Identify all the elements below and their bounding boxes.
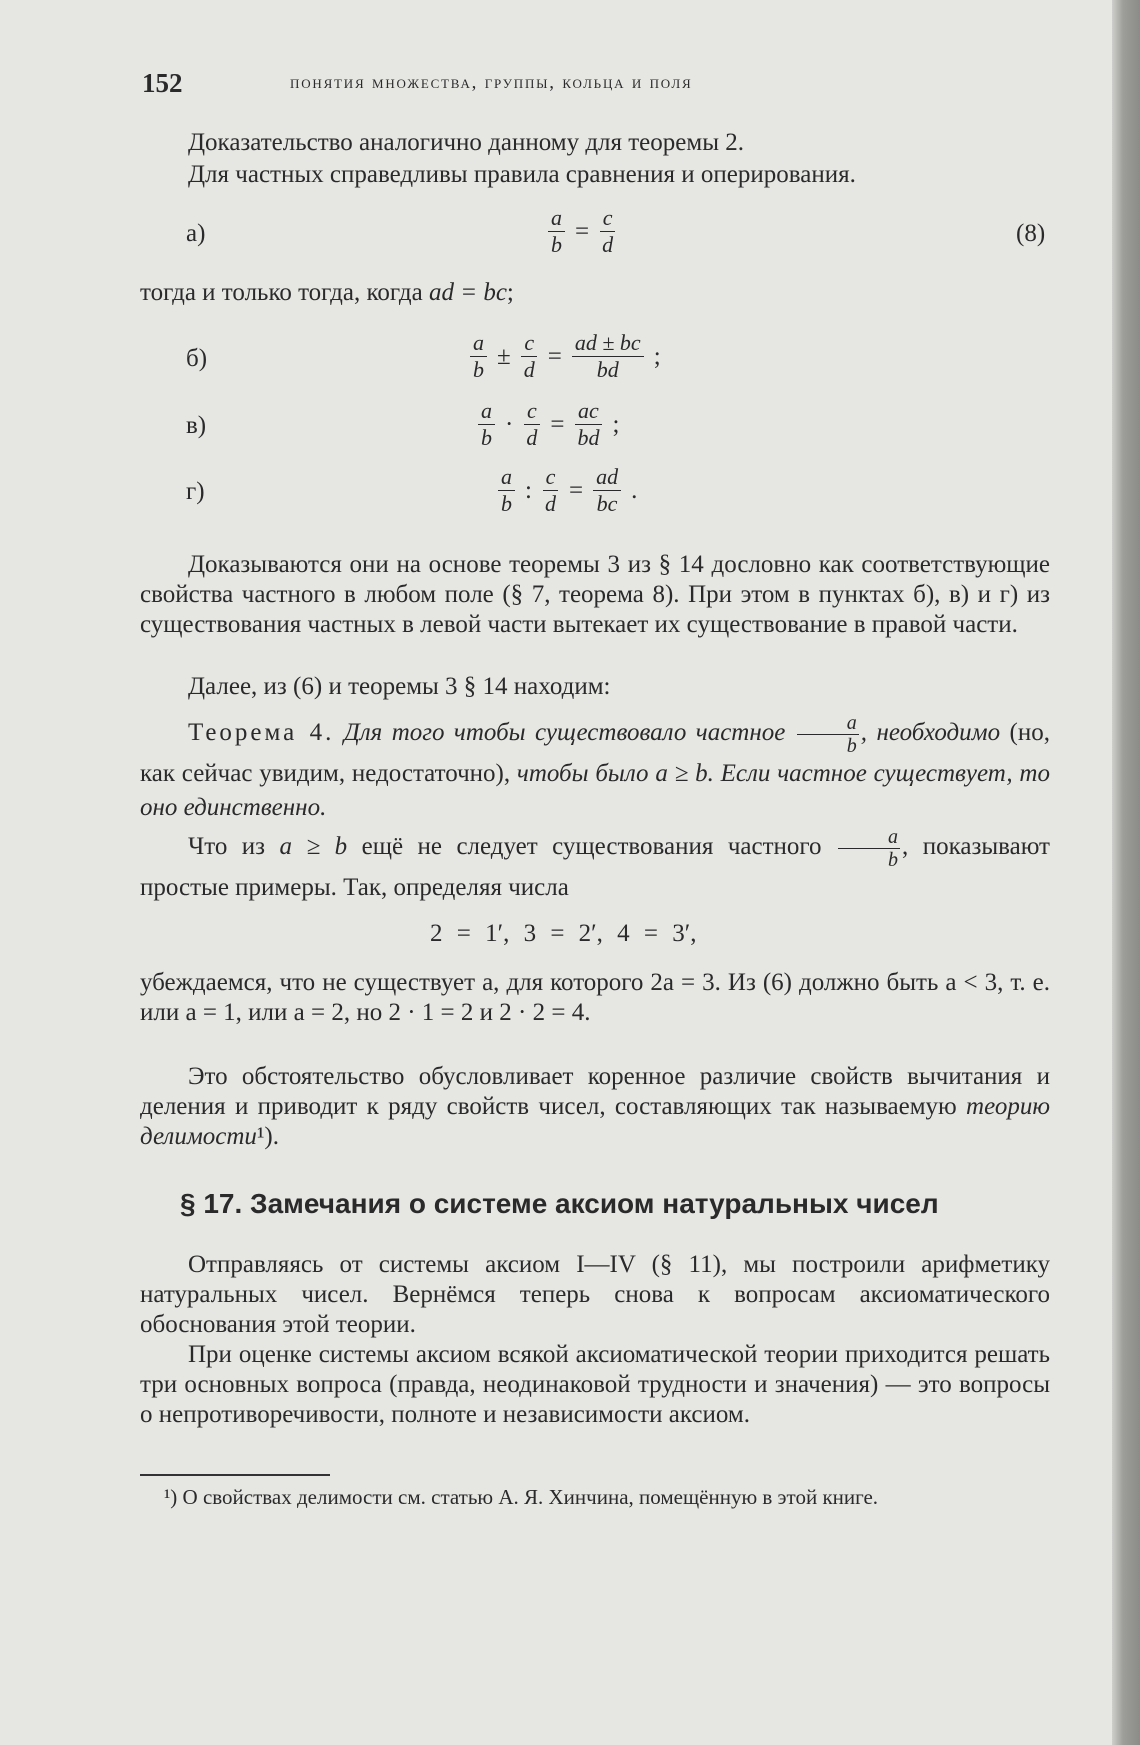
page-edge <box>1112 0 1140 1745</box>
numerator: a <box>470 330 487 357</box>
denominator: b <box>481 425 492 450</box>
text: ещё не следует существования частного <box>347 833 836 861</box>
page-number: 152 <box>142 68 183 98</box>
fraction <box>572 330 644 383</box>
paragraph-examples <box>140 826 1050 905</box>
denominator: bd <box>596 357 619 382</box>
operator: : <box>525 476 532 504</box>
fraction <box>838 826 900 871</box>
equals-sign: = <box>547 342 562 370</box>
denominator: d <box>526 425 538 450</box>
numerator: ac <box>575 398 602 425</box>
equation-number: (8) <box>1016 220 1046 247</box>
text: Это обстоятельство обусловливает коренное различие свойств вычитания и деления и приводит к ряду свойств чисел, составляющих так называемую <box>140 1063 1050 1120</box>
punctuation: ; <box>612 410 620 438</box>
theorem-title: Теорема 4. <box>188 719 335 747</box>
paragraph-divisibility <box>140 1062 1050 1152</box>
numerator: ad <box>593 464 621 491</box>
numerator: c <box>521 330 537 357</box>
footnote: ¹) О свойствах делимости см. статью А. Я. Хинчина, помещённую в этой книге. <box>164 1485 879 1509</box>
theorem-text: , необходимо <box>860 719 1001 747</box>
paragraph-proof: Доказательство аналогично данному для теоремы 2. <box>188 129 744 156</box>
numerator: c <box>543 464 559 491</box>
operator: · <box>505 410 514 438</box>
denominator: d <box>523 357 535 382</box>
equation-v-label: в) <box>186 412 207 439</box>
paragraph-further: Далее, из (6) и теоремы 3 § 14 находим: <box>188 673 611 700</box>
condition-math: ad = bc <box>428 279 507 306</box>
numerator: a <box>478 398 495 425</box>
theorem-text: чтобы было a ≥ b. Если частное существует, то оно единственно. <box>140 760 1050 821</box>
condition-line <box>140 278 1050 308</box>
equation-g <box>498 464 637 517</box>
equation-b <box>470 330 661 383</box>
fraction <box>797 712 859 757</box>
condition-text: тогда и только тогда, когда <box>140 279 429 306</box>
fraction <box>548 205 565 258</box>
denominator: b <box>501 491 512 516</box>
emphasis: теорию делимости <box>140 1093 1050 1150</box>
equation-a-label: а) <box>186 220 206 247</box>
centered-equation: 2 = 1′, 3 = 2′, 4 = 3′, <box>430 920 697 947</box>
equals-sign: = <box>575 217 590 245</box>
equation-b-label: б) <box>186 345 208 372</box>
equals-sign: = <box>550 410 565 438</box>
equation-g-label: г) <box>186 478 205 505</box>
numerator: a <box>797 712 859 735</box>
fraction <box>470 330 487 383</box>
paragraph-axioms: Отправляясь от системы аксиом I—IV (§ 11), мы построили арифметику натуральных чисел. Вернёмся теперь снова к вопросам аксиоматического обоснования этой теории. <box>140 1251 1050 1338</box>
theorem-text: Для того чтобы существовало частное <box>343 719 795 747</box>
equals-sign: = <box>568 476 584 504</box>
fraction <box>542 464 559 517</box>
running-head: понятия множества, группы, кольца и поля <box>290 72 693 93</box>
operator: ± <box>497 342 511 370</box>
denominator: b <box>888 849 898 871</box>
text: Что из <box>188 833 280 861</box>
section-heading: § 17. Замечания о системе аксиом натуральных чисел <box>180 1188 939 1219</box>
fraction <box>478 398 495 451</box>
theorem-remark: (но, как сейчас увидим, недостаточно), <box>140 719 1050 787</box>
denominator: d <box>544 491 556 516</box>
text: , показывают простые примеры. Так, определяя числа <box>140 833 1050 901</box>
numerator: a <box>838 826 900 849</box>
equation-a <box>548 205 616 258</box>
paragraph-rules: Для частных справедливы правила сравнения и оперирования. <box>188 161 856 188</box>
punctuation: . <box>631 476 638 504</box>
paragraph-conclusion: убеждаемся, что не существует a, для которого 2a = 3. Из (6) должно быть a < 3, т. е. или a = 1, или a = 2, но 2 · 1 = 2 и 2 · 2 = 4. <box>140 969 1050 1026</box>
numerator: c <box>524 398 540 425</box>
fraction <box>521 330 538 383</box>
denominator: bd <box>577 425 600 450</box>
denominator: b <box>846 735 857 757</box>
numerator: ad ± bc <box>572 330 644 357</box>
paragraph-evaluation: При оценке системы аксиом всякой аксиоматической теории приходится решать три основных вопроса (правда, неодинаковой трудности и значения) — это вопросы о непротиворечивости, полноте и независимости аксиом. <box>140 1341 1050 1428</box>
fraction <box>498 464 515 517</box>
numerator: a <box>548 205 565 232</box>
theorem-4 <box>140 712 1050 825</box>
footnote-ref: ¹). <box>256 1123 280 1150</box>
paragraph-proof-basis: Доказываются они на основе теоремы 3 из § 14 дословно как соответствующие свойства частного в любом поле (§ 7, теорема 8). При этом в пунктах б), в) и г) из существования частных в левой части вытекает их существование в правой части. <box>140 551 1050 638</box>
denominator: bc <box>596 491 618 516</box>
numerator: a <box>498 464 515 491</box>
footnote-rule <box>140 1474 330 1476</box>
fraction <box>574 398 602 451</box>
fraction <box>523 398 540 451</box>
fraction <box>599 205 616 258</box>
inline-math: a ≥ b <box>279 833 348 861</box>
condition-end: ; <box>506 279 514 306</box>
denominator: b <box>473 357 484 382</box>
equation-v <box>478 398 619 451</box>
denominator: b <box>551 232 562 257</box>
numerator: c <box>600 205 616 232</box>
denominator: d <box>602 232 614 257</box>
fraction <box>593 464 621 517</box>
punctuation: ; <box>653 342 661 370</box>
